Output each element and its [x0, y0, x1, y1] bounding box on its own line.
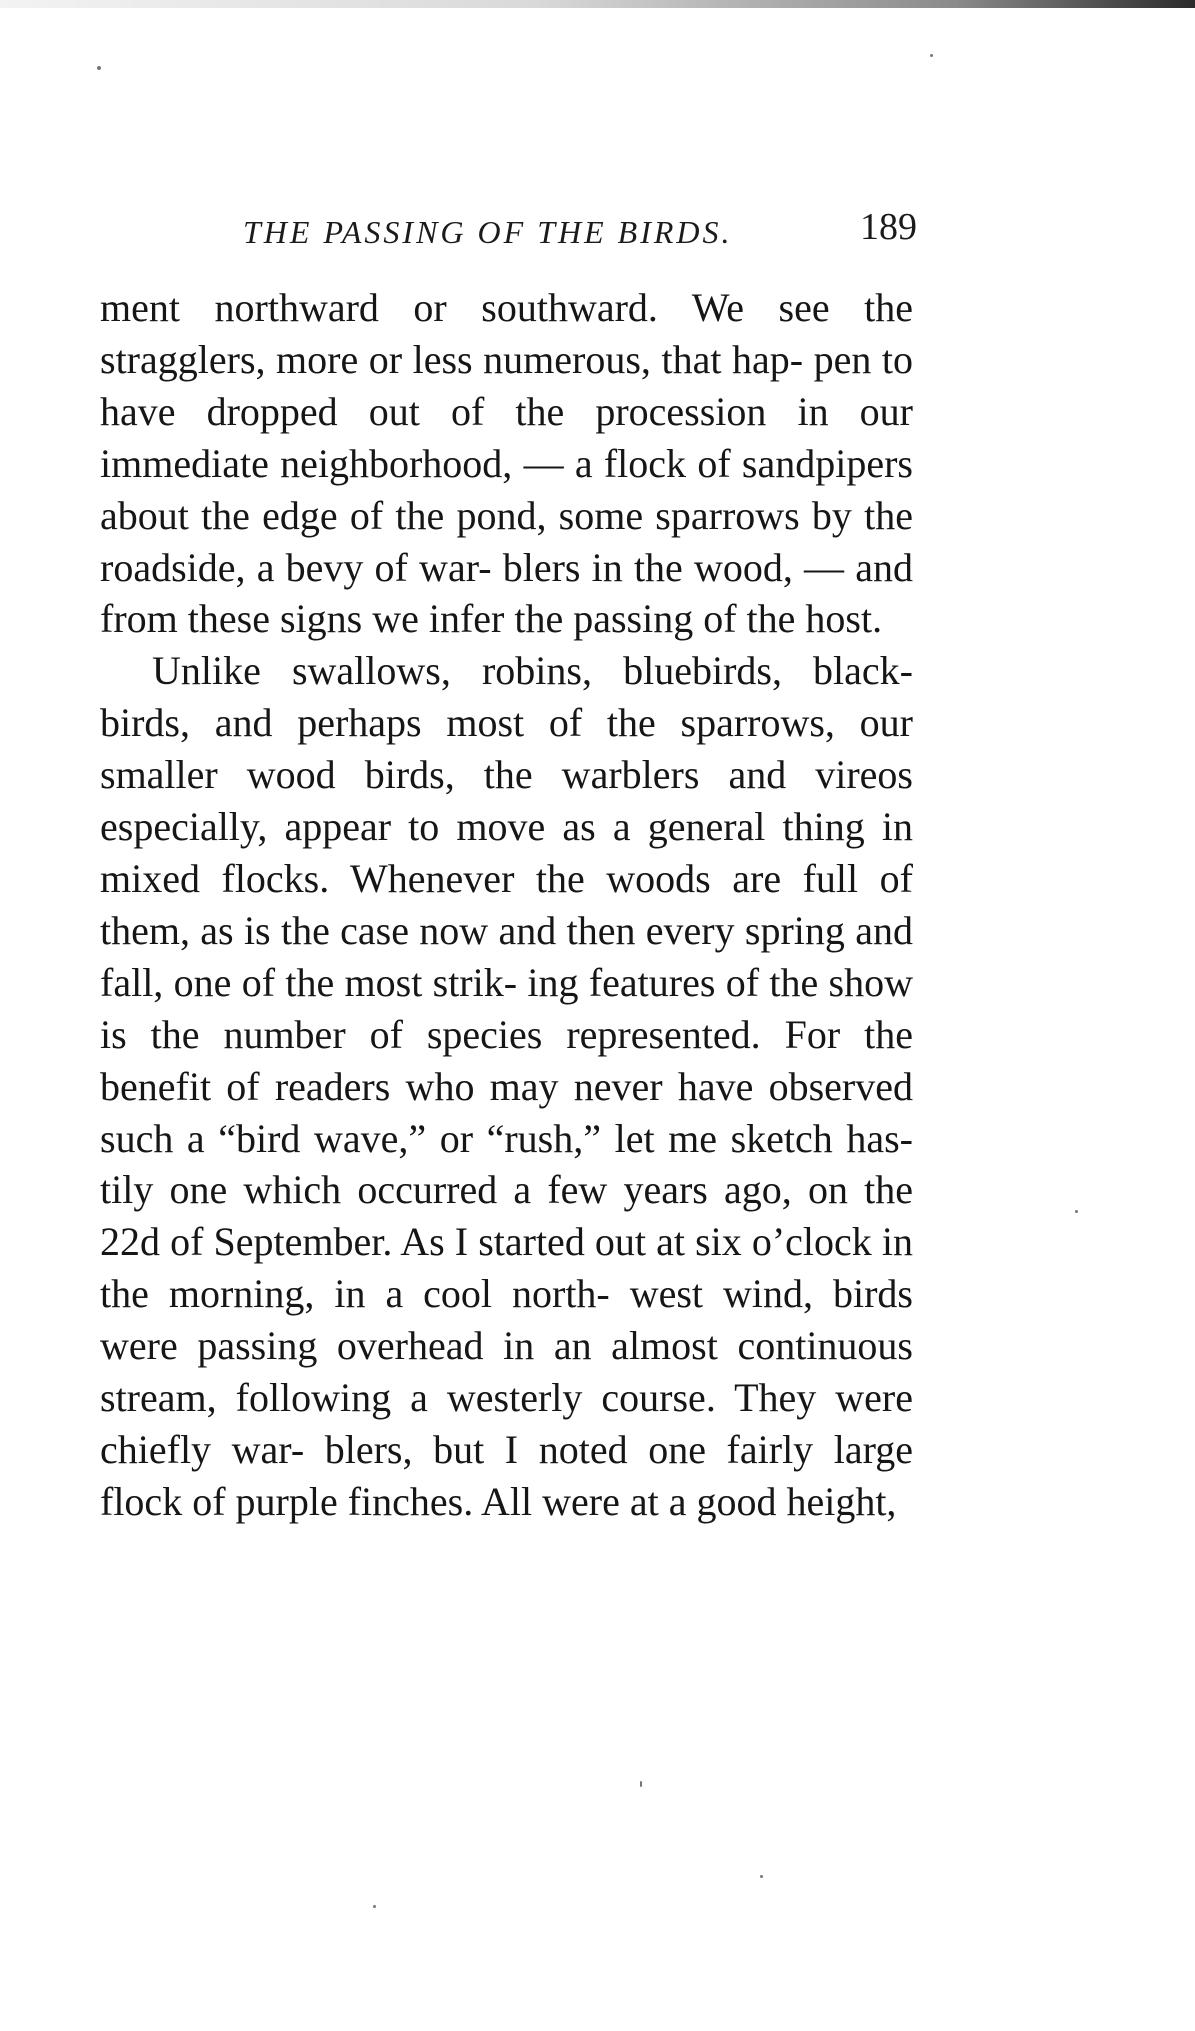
paper-speck	[97, 66, 101, 70]
paragraph-continued: ment northward or southward. We see the stragglers, more or less numerous, that hap- pen to have dropped out of the procession in our immediate neighborhood, — a flock of sandpipers about the edge of the pond, some sparrows by the roadside, a bevy of war- blers in the wood, — and from these signs we infer the passing of the host.	[100, 285, 913, 642]
paragraph-bird-wave: Unlike swallows, robins, bluebirds, black- birds, and perhaps most of the sparrows, our smaller wood birds, the warblers and vireos especially, appear to move as a general thing in mixed flocks. Whenever the woods are full of them, as is the case now and then every spring and fall, one of the most strik- ing features of the show is the number of species represented. For the benefit of readers who may never have observed such a “bird wave,” or “rush,” let me sketch has- tily one which occurred a few years ago, on the 22d of September. As I started out at six o’clock in the morning, in a cool north- west wind, birds were passing overhead in an almost continuous stream, following a westerly course. They were chiefly war- blers, but I noted one fairly large flock of purple finches. All were at a good height,	[100, 648, 913, 1524]
paper-speck	[930, 54, 933, 57]
paper-speck	[1075, 1210, 1078, 1213]
page-header	[100, 200, 920, 260]
paper-speck	[373, 1905, 376, 1908]
page-top-edge-shadow	[0, 0, 1195, 8]
page-number: 189	[860, 206, 917, 248]
paper-speck	[760, 1875, 763, 1878]
paper-speck	[640, 1781, 642, 1787]
running-title: THE PASSING OF THE BIRDS.	[243, 214, 733, 250]
body-text	[100, 282, 913, 1528]
